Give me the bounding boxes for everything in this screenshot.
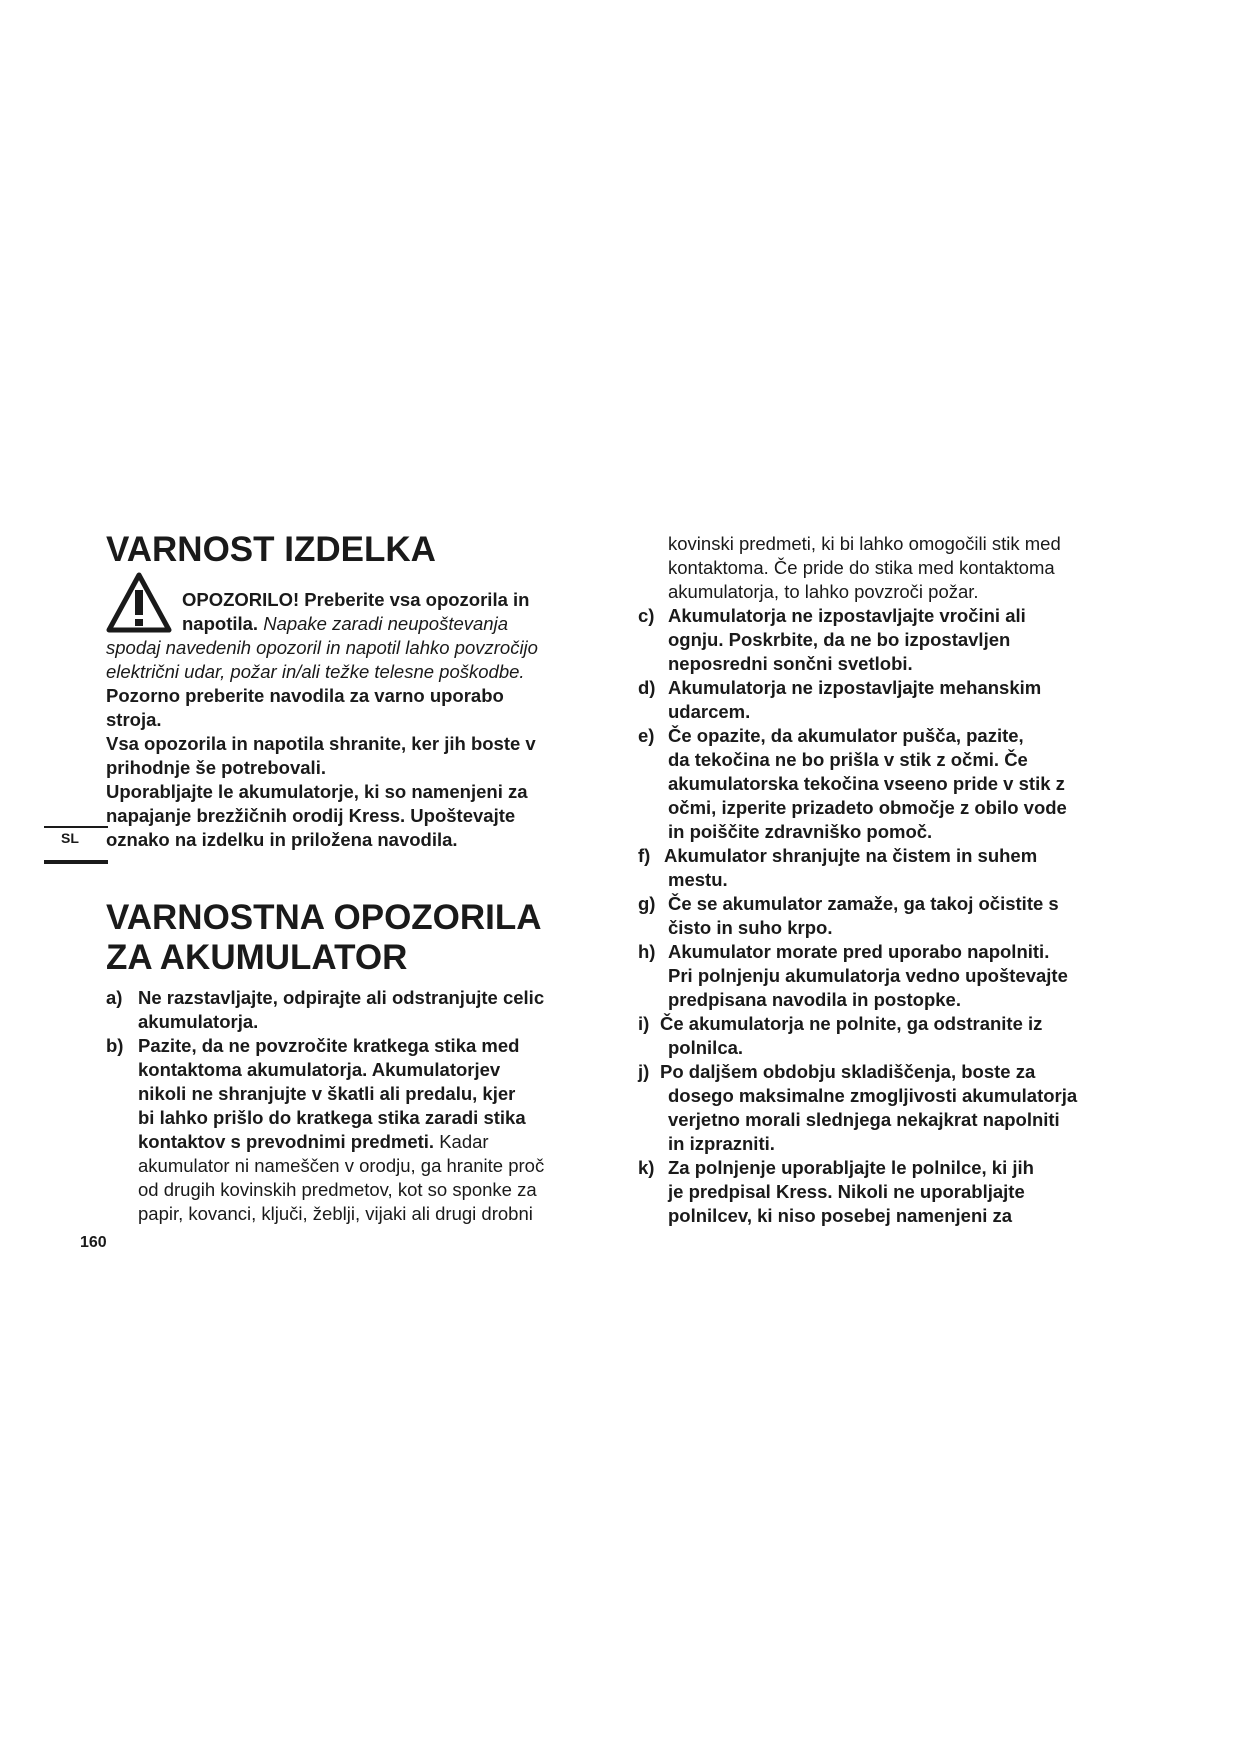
list-item-label: i): [638, 1013, 650, 1034]
section-title-battery-warnings-1: VARNOSTNA OPOZORILA: [106, 898, 542, 937]
list-item-line: da tekočina ne bo prišla v stik z očmi. Če: [668, 749, 1028, 770]
section-title-product-safety: VARNOST IZDELKA: [106, 530, 436, 569]
list-item-line: Po daljšem obdobju skladiščenja, boste za: [660, 1061, 1036, 1082]
list-item-line: kontaktoma akumulatorja. Akumulatorjev: [138, 1059, 501, 1080]
list-item-label: c): [638, 605, 655, 626]
list-item-line: neposredni sončni svetlobi.: [668, 653, 913, 674]
safety-line: oznako na izdelku in priložena navodila.: [106, 829, 458, 850]
safety-line: Vsa opozorila in napotila shranite, ker jih boste v: [106, 733, 536, 754]
list-item-line: Pazite, da ne povzročite kratkega stika med: [138, 1035, 520, 1056]
language-code: SL: [61, 830, 79, 846]
list-item-line: predpisana navodila in postopke.: [668, 989, 961, 1010]
list-item-line: nikoli ne shranjujte v škatli ali predalu, kjer: [138, 1083, 516, 1104]
list-item-line: papir, kovanci, ključi, žeblji, vijaki ali drugi drobni: [138, 1203, 533, 1224]
list-item-line: Ne razstavljajte, odpirajte ali odstranjujte celic: [138, 987, 545, 1008]
list-item-line: in izprazniti.: [668, 1133, 775, 1154]
safety-line: Pozorno preberite navodila za varno uporabo: [106, 685, 504, 706]
list-item-label: f): [638, 845, 651, 866]
list-item-line: je predpisal Kress. Nikoli ne uporabljajte: [668, 1181, 1025, 1202]
list-item-line: polnilca.: [668, 1037, 744, 1058]
list-item-line: akumulatorja.: [138, 1011, 259, 1032]
list-item-label: h): [638, 941, 656, 962]
list-item-line: ognju. Poskrbite, da ne bo izpostavljen: [668, 629, 1011, 650]
section-title-battery-warnings-2: ZA AKUMULATOR: [106, 938, 408, 977]
list-item-line: Akumulator shranjujte na čistem in suhem: [664, 845, 1038, 866]
list-item-line: udarcem.: [668, 701, 751, 722]
continuation-line: akumulatorja, to lahko povzroči požar.: [668, 581, 979, 602]
list-item-line: od drugih kovinskih predmetov, kot so sponke za: [138, 1179, 537, 1200]
safety-line: Uporabljajte le akumulatorje, ki so namenjeni za: [106, 781, 528, 802]
list-item-line: akumulatorska tekočina vseeno pride v stik z: [668, 773, 1065, 794]
list-item-line: polnilcev, ki niso posebej namenjeni za: [668, 1205, 1013, 1226]
safety-line: napajanje brezžičnih orodij Kress. Upoštevajte: [106, 805, 516, 826]
list-item-label: k): [638, 1157, 655, 1178]
list-item-line: Za polnjenje uporabljajte le polnilce, ki jih: [668, 1157, 1034, 1178]
list-item-label: a): [106, 987, 123, 1008]
warning-italic-text-2: spodaj navedenih opozoril in napotil lahko povzročijo: [106, 637, 538, 658]
page-number: 160: [80, 1234, 107, 1251]
warning-bold-word: napotila.: [182, 613, 259, 634]
language-tab-top-rule: [44, 826, 108, 828]
list-item-line: in poiščite zdravniško pomoč.: [668, 821, 933, 842]
list-item-label: j): [638, 1061, 650, 1082]
list-item-line: akumulator ni nameščen v orodju, ga hranite proč: [138, 1155, 545, 1176]
bold-span: kontaktov s prevodnimi predmeti.: [138, 1131, 435, 1152]
list-item-line-mixed: [138, 1130, 489, 1154]
list-item-line: dosego maksimalne zmogljivosti akumulatorja: [668, 1085, 1078, 1106]
continuation-line: kontaktoma. Če pride do stika med kontaktoma: [668, 557, 1055, 578]
safety-line: stroja.: [106, 709, 162, 730]
language-tab-bottom-rule: [44, 860, 108, 864]
warning-triangle-icon: [106, 572, 172, 634]
list-item-line: bi lahko prišlo do kratkega stika zaradi stika: [138, 1107, 526, 1128]
list-item-line: Akumulatorja ne izpostavljajte mehanskim: [668, 677, 1042, 698]
list-item-line: čisto in suho krpo.: [668, 917, 833, 938]
list-item-line: Če akumulatorja ne polnite, ga odstranite iz: [660, 1013, 1043, 1034]
continuation-line: kovinski predmeti, ki bi lahko omogočili stik med: [668, 533, 1061, 554]
list-item-line: verjetno morali slednjega nekajkrat napolniti: [668, 1109, 1060, 1130]
safety-line: prihodnje še potrebovali.: [106, 757, 326, 778]
warning-italic-text-3: električni udar, požar in/ali težke telesne poškodbe.: [106, 661, 525, 682]
list-item-label: g): [638, 893, 656, 914]
list-item-line: mestu.: [668, 869, 728, 890]
list-item-line: Če se akumulator zamaže, ga takoj očistite s: [668, 893, 1059, 914]
list-item-line: očmi, izperite prizadeto območje z obilo vode: [668, 797, 1067, 818]
list-item-line: Pri polnjenju akumulatorja vedno upoštevajte: [668, 965, 1068, 986]
normal-span: Kadar: [434, 1131, 489, 1152]
warning-heading-line-2: [182, 612, 508, 636]
list-item-line: Akumulator morate pred uporabo napolniti.: [668, 941, 1050, 962]
list-item-line: Akumulatorja ne izpostavljajte vročini ali: [668, 605, 1026, 626]
list-item-label: b): [106, 1035, 124, 1056]
list-item-label: d): [638, 677, 656, 698]
warning-italic-text-1: Napake zaradi neupoštevanja: [263, 613, 508, 634]
list-item-label: e): [638, 725, 655, 746]
list-item-line: Če opazite, da akumulator pušča, pazite,: [668, 725, 1024, 746]
warning-heading-line-1: OPOZORILO! Preberite vsa opozorila in: [182, 589, 530, 610]
